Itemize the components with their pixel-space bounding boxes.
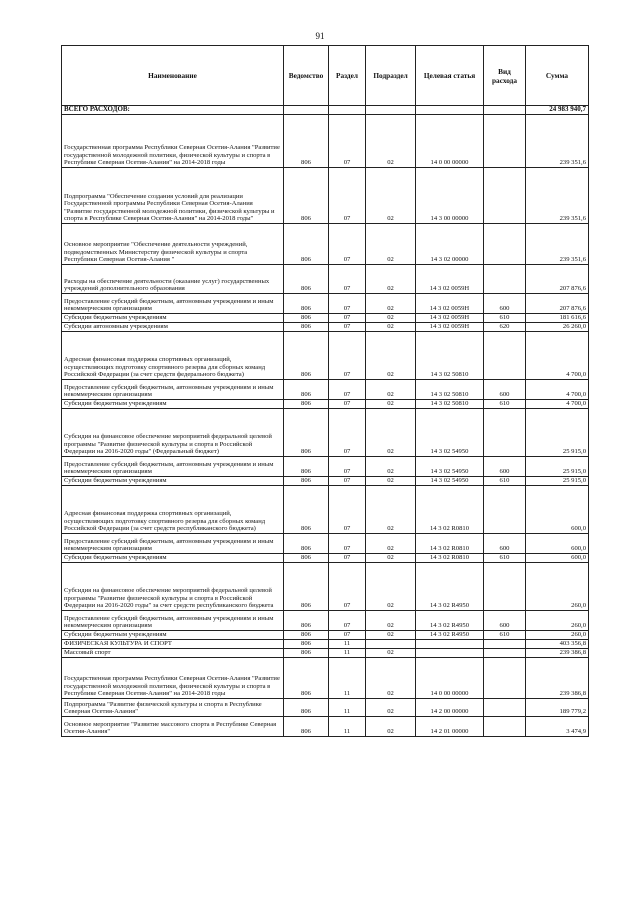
cell-dept: 806 — [284, 611, 329, 631]
cell-dept: 806 — [284, 640, 329, 649]
table-row — [62, 294, 589, 314]
cell-section: 07 — [329, 380, 366, 400]
cell-exp-type: 600 — [484, 294, 526, 314]
cell-name: Субсидии бюджетным учреждениям — [62, 477, 284, 486]
cell-sum: 4 700,0 — [526, 380, 589, 400]
cell-subsection: 02 — [366, 658, 416, 699]
table-row — [62, 486, 589, 534]
cell-exp-type — [484, 332, 526, 380]
cell-dept: 806 — [284, 563, 329, 611]
cell-exp-type: 610 — [484, 631, 526, 640]
cell-section — [329, 106, 366, 115]
cell-sum: 3 474,9 — [526, 717, 589, 737]
cell-dept: 806 — [284, 631, 329, 640]
cell-section: 07 — [329, 294, 366, 314]
cell-name: Предоставление субсидий бюджетным, автономным учреждениям и иным некоммерческим организациям — [62, 534, 284, 554]
table-row — [62, 380, 589, 400]
cell-sum: 239 351,6 — [526, 224, 589, 265]
cell-exp-type — [484, 717, 526, 737]
cell-section: 07 — [329, 400, 366, 409]
cell-subsection: 02 — [366, 631, 416, 640]
cell-section: 07 — [329, 265, 366, 294]
cell-subsection: 02 — [366, 699, 416, 717]
cell-target: 14 3 02 R0810 — [416, 554, 484, 563]
table-row — [62, 640, 589, 649]
cell-target: 14 3 02 54950 — [416, 409, 484, 457]
cell-sum: 600,0 — [526, 486, 589, 534]
cell-exp-type — [484, 486, 526, 534]
cell-name: Основное мероприятие "Обеспечение деятельности учреждений, подведомственных Министерству физической культуры и спорта Республики Северная Осетия-Алания " — [62, 224, 284, 265]
cell-subsection: 02 — [366, 554, 416, 563]
table-row — [62, 400, 589, 409]
table-row — [62, 631, 589, 640]
cell-name: Субсидии автономным учреждениям — [62, 323, 284, 332]
cell-target — [416, 106, 484, 115]
cell-name: Субсидии бюджетным учреждениям — [62, 314, 284, 323]
cell-sum: 260,0 — [526, 631, 589, 640]
cell-sum: 207 876,6 — [526, 265, 589, 294]
cell-target: 14 3 02 R4950 — [416, 611, 484, 631]
cell-section: 11 — [329, 717, 366, 737]
cell-subsection: 02 — [366, 168, 416, 224]
cell-subsection — [366, 640, 416, 649]
cell-name: Субсидии бюджетным учреждениям — [62, 631, 284, 640]
cell-target — [416, 640, 484, 649]
cell-section: 07 — [329, 168, 366, 224]
table-row — [62, 717, 589, 737]
cell-sum: 189 779,2 — [526, 699, 589, 717]
cell-sum: 4 700,0 — [526, 332, 589, 380]
cell-dept: 806 — [284, 409, 329, 457]
cell-name: Массовый спорт — [62, 649, 284, 658]
cell-subsection: 02 — [366, 224, 416, 265]
cell-exp-type: 600 — [484, 611, 526, 631]
table-row — [62, 168, 589, 224]
cell-sum: 24 983 940,7 — [526, 106, 589, 115]
cell-subsection: 02 — [366, 115, 416, 168]
table-row — [62, 106, 589, 115]
cell-dept: 806 — [284, 115, 329, 168]
cell-name: Субсидии бюджетным учреждениям — [62, 400, 284, 409]
cell-target: 14 0 00 00000 — [416, 115, 484, 168]
header-subsection: Подраздел — [366, 46, 416, 106]
cell-subsection: 02 — [366, 486, 416, 534]
cell-target: 14 3 00 00000 — [416, 168, 484, 224]
header-section: Раздел — [329, 46, 366, 106]
cell-dept: 806 — [284, 265, 329, 294]
budget-table — [61, 45, 589, 737]
cell-subsection: 02 — [366, 380, 416, 400]
cell-section: 07 — [329, 314, 366, 323]
cell-target — [416, 649, 484, 658]
cell-target: 14 3 02 54950 — [416, 457, 484, 477]
table-row — [62, 563, 589, 611]
cell-sum: 25 915,0 — [526, 457, 589, 477]
cell-section: 07 — [329, 323, 366, 332]
cell-section: 11 — [329, 640, 366, 649]
cell-dept: 806 — [284, 332, 329, 380]
cell-subsection: 02 — [366, 323, 416, 332]
cell-exp-type — [484, 168, 526, 224]
cell-target: 14 3 02 R4950 — [416, 563, 484, 611]
cell-subsection — [366, 106, 416, 115]
cell-sum: 600,0 — [526, 554, 589, 563]
cell-sum: 26 260,0 — [526, 323, 589, 332]
table-row — [62, 332, 589, 380]
cell-exp-type — [484, 265, 526, 294]
cell-section: 07 — [329, 611, 366, 631]
cell-sum: 207 876,6 — [526, 294, 589, 314]
cell-sum: 239 386,8 — [526, 649, 589, 658]
cell-section: 07 — [329, 409, 366, 457]
cell-name: Субсидии бюджетным учреждениям — [62, 554, 284, 563]
cell-sum: 4 700,0 — [526, 400, 589, 409]
cell-exp-type — [484, 115, 526, 168]
cell-target: 14 0 00 00000 — [416, 658, 484, 699]
cell-dept: 806 — [284, 314, 329, 323]
cell-name: Адресная финансовая поддержка спортивных организаций, осуществляющих подготовку спортивного резерва для сборных команд Российской Федерации (за счет средств федерального бюджета) — [62, 332, 284, 380]
cell-section: 07 — [329, 457, 366, 477]
cell-subsection: 02 — [366, 409, 416, 457]
cell-dept: 806 — [284, 554, 329, 563]
cell-dept: 806 — [284, 477, 329, 486]
cell-name: Основное мероприятие "Развитие массового спорта в Республике Северная Осетия-Алания" — [62, 717, 284, 737]
cell-dept: 806 — [284, 649, 329, 658]
table-row — [62, 477, 589, 486]
table-row — [62, 649, 589, 658]
table-row — [62, 699, 589, 717]
table-row — [62, 611, 589, 631]
cell-subsection: 02 — [366, 649, 416, 658]
cell-name: Адресная финансовая поддержка спортивных организаций, осуществляющих подготовку спортивного резерва для сборных команд Российской Федерации (за счет средств республиканского бюджета) — [62, 486, 284, 534]
cell-target: 14 3 02 0059Н — [416, 323, 484, 332]
cell-section: 07 — [329, 332, 366, 380]
cell-name: Предоставление субсидий бюджетным, автономным учреждениям и иным некоммерческим организациям — [62, 380, 284, 400]
cell-exp-type — [484, 409, 526, 457]
cell-subsection: 02 — [366, 314, 416, 323]
cell-subsection: 02 — [366, 332, 416, 380]
cell-dept: 806 — [284, 224, 329, 265]
cell-dept: 806 — [284, 323, 329, 332]
table-header-row — [62, 46, 589, 106]
cell-section: 11 — [329, 658, 366, 699]
table-row — [62, 224, 589, 265]
cell-exp-type: 600 — [484, 457, 526, 477]
cell-target: 14 2 01 00000 — [416, 717, 484, 737]
cell-subsection: 02 — [366, 611, 416, 631]
table-body — [62, 106, 589, 737]
cell-section: 07 — [329, 477, 366, 486]
cell-subsection: 02 — [366, 265, 416, 294]
cell-target: 14 3 02 50810 — [416, 380, 484, 400]
cell-subsection: 02 — [366, 294, 416, 314]
cell-sum: 600,0 — [526, 534, 589, 554]
cell-sum: 260,0 — [526, 611, 589, 631]
cell-target: 14 3 02 50810 — [416, 400, 484, 409]
cell-target: 14 3 02 54950 — [416, 477, 484, 486]
header-exp-type: Вид расхода — [484, 46, 526, 106]
cell-dept: 806 — [284, 380, 329, 400]
cell-dept: 806 — [284, 717, 329, 737]
cell-name: Государственная программа Республики Северная Осетия-Алания "Развитие государственной молодежной политики, физической культуры и спорта в Республике Северная Осетия-Алания" на 2014-2018 годы — [62, 658, 284, 699]
cell-target: 14 3 02 R0810 — [416, 534, 484, 554]
cell-subsection: 02 — [366, 534, 416, 554]
cell-exp-type: 620 — [484, 323, 526, 332]
cell-target: 14 3 02 00000 — [416, 224, 484, 265]
cell-sum: 239 351,6 — [526, 168, 589, 224]
cell-exp-type — [484, 699, 526, 717]
cell-sum: 25 915,0 — [526, 477, 589, 486]
cell-section: 07 — [329, 486, 366, 534]
table-row — [62, 323, 589, 332]
cell-sum: 260,0 — [526, 563, 589, 611]
cell-target: 14 3 02 0059Н — [416, 314, 484, 323]
cell-exp-type: 610 — [484, 477, 526, 486]
cell-section: 07 — [329, 631, 366, 640]
cell-name: Предоставление субсидий бюджетным, автономным учреждениям и иным некоммерческим организациям — [62, 294, 284, 314]
cell-dept: 806 — [284, 486, 329, 534]
cell-subsection: 02 — [366, 477, 416, 486]
cell-name: Подпрограмма "Развитие физической культуры и спорта в Республике Северная Осетия-Алания" — [62, 699, 284, 717]
cell-sum: 25 915,0 — [526, 409, 589, 457]
cell-name: Предоставление субсидий бюджетным, автономным учреждениям и иным некоммерческим организациям — [62, 457, 284, 477]
cell-dept — [284, 106, 329, 115]
header-name: Наименование — [62, 46, 284, 106]
cell-section: 07 — [329, 534, 366, 554]
cell-name: ФИЗИЧЕСКАЯ КУЛЬТУРА И СПОРТ — [62, 640, 284, 649]
cell-exp-type — [484, 658, 526, 699]
cell-section: 07 — [329, 224, 366, 265]
table-row — [62, 554, 589, 563]
cell-target: 14 3 02 R0810 — [416, 486, 484, 534]
cell-dept: 806 — [284, 294, 329, 314]
cell-name: Субсидия на финансовое обеспечение мероприятий федеральной целевой программы "Развитие физической культуры и спорта в Российской Федерации на 2016-2020 годы" за счет средств республиканского бюджета — [62, 563, 284, 611]
cell-name: Предоставление субсидий бюджетным, автономным учреждениям и иным некоммерческим организациям — [62, 611, 284, 631]
cell-section: 07 — [329, 115, 366, 168]
cell-exp-type — [484, 649, 526, 658]
cell-sum: 403 356,8 — [526, 640, 589, 649]
cell-exp-type: 600 — [484, 380, 526, 400]
table-row — [62, 314, 589, 323]
header-sum: Сумма — [526, 46, 589, 106]
table-row — [62, 115, 589, 168]
cell-subsection: 02 — [366, 457, 416, 477]
cell-name: ВСЕГО РАСХОДОВ: — [62, 106, 284, 115]
cell-target: 14 3 02 0059Н — [416, 265, 484, 294]
cell-section: 07 — [329, 563, 366, 611]
cell-target: 14 3 02 0059Н — [416, 294, 484, 314]
page-number: 91 — [315, 31, 325, 41]
cell-target: 14 3 02 R4950 — [416, 631, 484, 640]
cell-dept: 806 — [284, 534, 329, 554]
cell-name: Расходы на обеспечение деятельности (оказание услуг) государственных учреждений дополнительного образования — [62, 265, 284, 294]
cell-section: 07 — [329, 554, 366, 563]
cell-dept: 806 — [284, 457, 329, 477]
cell-target: 14 3 02 50810 — [416, 332, 484, 380]
cell-dept: 806 — [284, 400, 329, 409]
cell-exp-type: 610 — [484, 400, 526, 409]
cell-exp-type — [484, 640, 526, 649]
header-target: Целевая статья — [416, 46, 484, 106]
cell-name: Субсидия на финансовое обеспечение мероприятий федеральной целевой программы "Развитие физической культуры и спорта в Российской Федерации на 2016-2020 годы" (Федеральный бюджет) — [62, 409, 284, 457]
cell-section: 11 — [329, 699, 366, 717]
table-row — [62, 534, 589, 554]
header-dept: Ведомство — [284, 46, 329, 106]
cell-exp-type — [484, 224, 526, 265]
cell-subsection: 02 — [366, 400, 416, 409]
cell-sum: 239 351,6 — [526, 115, 589, 168]
table-row — [62, 265, 589, 294]
cell-exp-type — [484, 563, 526, 611]
cell-sum: 239 386,8 — [526, 658, 589, 699]
cell-dept: 806 — [284, 699, 329, 717]
cell-exp-type: 610 — [484, 554, 526, 563]
cell-name: Подпрограмма "Обеспечение создания условий для реализации Государственной программы Республики Северная Осетия-Алания "Развитие государственной молодежной политики, физической культуры и спорта в Республике Северная Осетия-Алания" на 2014-2018 годы" — [62, 168, 284, 224]
cell-section: 11 — [329, 649, 366, 658]
cell-subsection: 02 — [366, 717, 416, 737]
cell-target: 14 2 00 00000 — [416, 699, 484, 717]
cell-exp-type: 600 — [484, 534, 526, 554]
table-row — [62, 658, 589, 699]
cell-exp-type — [484, 106, 526, 115]
cell-subsection: 02 — [366, 563, 416, 611]
table-row — [62, 409, 589, 457]
cell-exp-type: 610 — [484, 314, 526, 323]
cell-sum: 181 616,6 — [526, 314, 589, 323]
cell-dept: 806 — [284, 658, 329, 699]
table-row — [62, 457, 589, 477]
cell-name: Государственная программа Республики Северная Осетия-Алания "Развитие государственной молодежной политики, физической культуры и спорта в Республике Северная Осетия-Алания" на 2014-2018 годы — [62, 115, 284, 168]
cell-dept: 806 — [284, 168, 329, 224]
